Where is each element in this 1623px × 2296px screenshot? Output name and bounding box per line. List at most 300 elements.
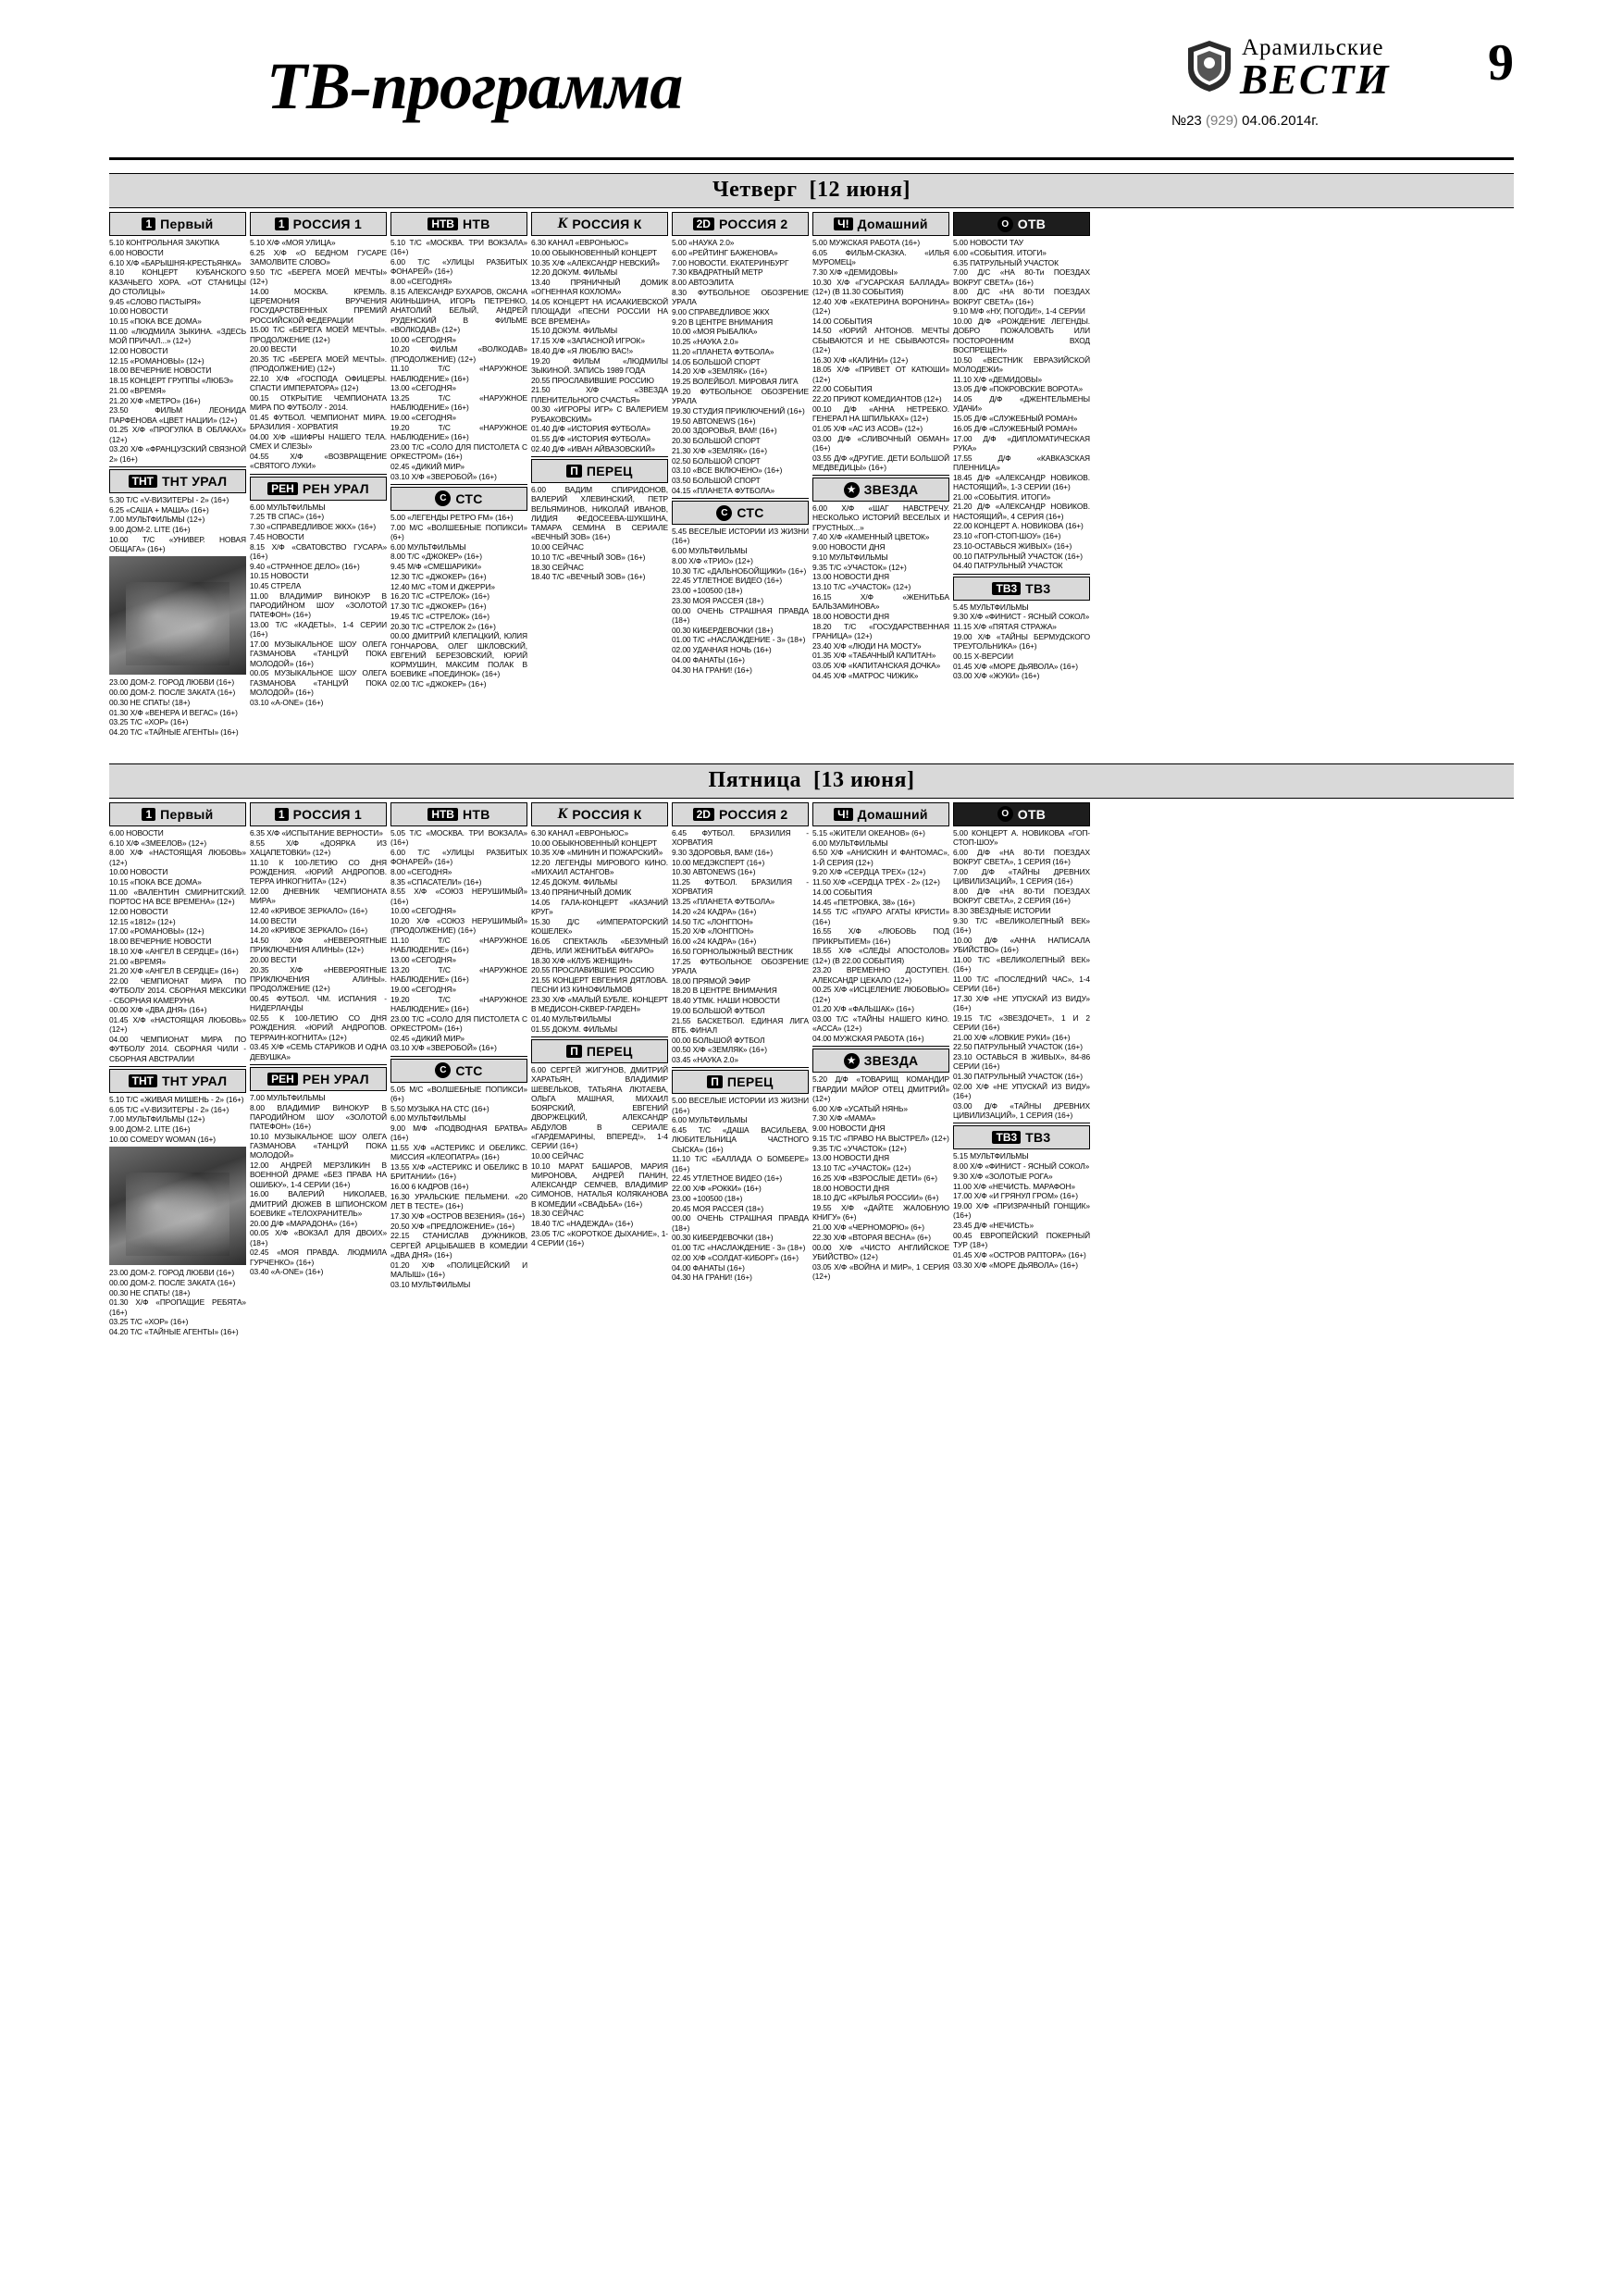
column-divider: [812, 475, 949, 476]
channel-header[interactable]: [109, 1069, 246, 1093]
column-divider: [953, 574, 1090, 575]
program-entry: 10.20 ФИЛЬМ «ВОЛКОДАВ» (ПРОДОЛЖЕНИЕ) (12+): [390, 344, 527, 364]
program-entry: 13.10 Т/С «УЧАСТОК» (12+): [812, 582, 911, 591]
program-list: [672, 527, 809, 675]
day-header-thursday: [109, 173, 1514, 208]
page-number: 9: [1488, 34, 1514, 92]
channel-column: [531, 802, 668, 1337]
program-entry: 16.05 Д/Ф «СЛУЖЕБНЫЙ РОМАН»: [953, 423, 1078, 433]
program-entry: 18.00 НОВОСТИ ДНЯ: [812, 1183, 889, 1193]
program-entry: 17.55 Д/Ф «КАВКАЗСКАЯ ПЛЕННИЦА»: [953, 453, 1090, 472]
program-entry: 5.50 МУЗЫКА НА СТС (16+): [390, 1103, 489, 1113]
program-entry: 12.15 «РОМАНОВЫ» (12+): [109, 355, 204, 366]
program-entry: 00.30 КИБЕРДЕВОЧКИ (18+): [672, 1233, 774, 1243]
program-entry: 04.00 ФАНАТЫ (16+): [672, 1262, 745, 1272]
program-entry: 17.30 Т/С «ДЖОКЕР» (16+): [390, 602, 487, 611]
program-entry: 12.40 «КРИВОЕ ЗЕРКАЛО» (16+): [250, 905, 368, 915]
program-entry: 02.45 «ДИКИЙ МИР»: [390, 1033, 465, 1043]
program-entry: 12.45 ДОКУМ. ФИЛЬМЫ: [531, 877, 618, 887]
program-entry: 9.00 ДОМ-2. LITE (16+): [109, 525, 191, 534]
program-entry: 13.25 Т/С «НАРУЖНОЕ НАБЛЮДЕНИЕ» (16+): [390, 393, 527, 413]
program-entry: 7.25 ТВ СПАС» (16+): [250, 512, 325, 522]
channel-column: [812, 212, 949, 738]
program-entry: 5.30 Т/С «V-ВИЗИТЕРЫ - 2» (16+): [109, 494, 229, 504]
channel-header[interactable]: [531, 459, 668, 483]
program-entry: 01.40 Д/Ф «ИСТОРИЯ ФУТБОЛА»: [531, 424, 650, 434]
program-entry: 22.00 ЧЕМПИОНАТ МИРА ПО ФУТБОЛУ 2014. СБОРНАЯ МЕКСИКИ - СБОРНАЯ КАМЕРУНА: [109, 976, 246, 1005]
channel-header[interactable]: [812, 1049, 949, 1073]
brand-line2: ВЕСТИ: [1240, 56, 1391, 103]
program-entry: 9.20 Х/Ф «СЕРДЦА ТРЕХ» (12+): [812, 867, 926, 877]
otv-logo: О: [997, 217, 1013, 232]
program-entry: 00.45 ЕВРОПЕЙСКИЙ ПОКЕРНЫЙ ТУР (18+): [953, 1230, 1090, 1249]
program-entry: 16.30 УРАЛЬСКИЕ ПЕЛЬМЕНИ. «20 ЛЕТ В ТЕСТЕ» (16+): [390, 1191, 527, 1210]
program-entry: 01.45 Х/Ф «НАСТОЯЩАЯ ЛЮБОВЬ» (12+): [109, 1015, 246, 1035]
channel-column: [390, 212, 527, 738]
sts-logo: С: [435, 1062, 451, 1078]
program-entry: 10.30 Т/С «ДАЛЬНОБОЙЩИКИ» (16+): [672, 565, 807, 576]
program-entry: 00.50 Х/Ф «ЗЕМЛЯК» (16+): [672, 1045, 767, 1055]
program-entry: 6.00 Х/Ф «ШАГ НАВСТРЕЧУ. НЕСКОЛЬКО ИСТОРИЙ ВЕСЕЛЫХ И ГРУСТНЫХ...»: [812, 503, 949, 532]
program-entry: 17.30 Х/Ф «НЕ УПУСКАЙ ИЗ ВИДУ» (16+): [953, 993, 1090, 1012]
program-entry: 13.20 Т/С «НАРУЖНОЕ НАБЛЮДЕНИЕ» (16+): [390, 964, 527, 984]
program-entry: 04.30 НА ГРАНИ! (16+): [672, 1272, 752, 1283]
program-entry: 16.55 Х/Ф «ЛЮБОВЬ ПОД ПРИКРЫТИЕМ» (16+): [812, 926, 949, 946]
program-entry: 10.00 Д/Ф «АННА НАПИСАЛА УБИЙСТВО» (16+): [953, 935, 1090, 954]
program-entry: 11.55 Х/Ф «АСТЕРИКС И ОБЕЛИКС. МИССИЯ «КЛЕОПАТРА» (16+): [390, 1143, 527, 1162]
program-entry: 23.00 Т/С «СОЛО ДЛЯ ПИСТОЛЕТА С ОРКЕСТРОМ» (16+): [390, 441, 527, 461]
program-entry: 20.00 ЗДОРОВЬЯ, ВАМ! (16+): [672, 426, 777, 436]
program-entry: 6.50 Х/Ф «АНИСКИН И ФАНТОМАС», 1-Й СЕРИЯ (12+): [812, 848, 949, 867]
program-entry: 17.15 Х/Ф «ЗАПАСНОЙ ИГРОК»: [531, 336, 645, 345]
program-entry: 9.00 НОВОСТИ ДНЯ: [812, 542, 886, 552]
channel-name: РОССИЯ 1: [292, 806, 363, 822]
program-entry: 23.50 ФИЛЬМ ЛЕОНИДА ПАРФЕНОВА «ЦВЕТ НАЦИИ» (12+): [109, 405, 246, 425]
program-list: [250, 503, 387, 707]
program-entry: 9.40 «СТРАННОЕ ДЕЛО» (16+): [250, 561, 360, 571]
program-list: [109, 1268, 246, 1336]
one-logo: 1: [142, 808, 155, 821]
program-entry: 17.00 Х/Ф «И ГРЯНУЛ ГРОМ» (16+): [953, 1191, 1078, 1201]
program-entry: 15.10 ДОКУМ. ФИЛЬМЫ: [531, 326, 618, 336]
program-entry: 7.00 НОВОСТИ. ЕКАТЕРИНБУРГ: [672, 257, 789, 267]
program-entry: 04.00 ФАНАТЫ (16+): [672, 654, 745, 664]
program-entry: 5.00 МУЖСКАЯ РАБОТА (16+): [812, 238, 921, 247]
program-entry: 19.20 ФУТБОЛЬНОЕ ОБОЗРЕНИЕ УРАЛА: [672, 386, 809, 405]
program-entry: 19.15 Т/С «ЗВЕЗДОЧЕТ», 1 И 2 СЕРИИ (16+): [953, 1012, 1090, 1032]
channel-name: НТВ: [462, 217, 490, 231]
program-entry: 21.55 БАСКЕТБОЛ. ЕДИНАЯ ЛИГА ВТБ. ФИНАЛ: [672, 1015, 809, 1035]
program-entry: 18.30 СЕЙЧАС: [531, 1209, 584, 1219]
channel-header[interactable]: [250, 212, 387, 236]
program-entry: 9.00 СПРАВЕДЛИВОЕ ЖКХ: [672, 306, 770, 316]
program-entry: 18.15 КОНЦЕРТ ГРУППЫ «ЛЮБЭ»: [109, 376, 234, 385]
program-entry: 01.55 Д/Ф «ИСТОРИЯ ФУТБОЛА»: [531, 434, 650, 443]
day-header-friday: [109, 763, 1514, 799]
program-entry: 9.00 НОВОСТИ ДНЯ: [812, 1123, 886, 1133]
program-entry: 9.10 МУЛЬТФИЛЬМЫ: [812, 552, 888, 562]
program-entry: 6.10 Х/Ф «ЗМЕЕЛОВ» (12+): [109, 838, 207, 848]
channel-name: РЕН УРАЛ: [302, 480, 369, 496]
program-entry: 22.00 Х/Ф «РОККИ» (16+): [672, 1184, 762, 1193]
channel-header[interactable]: [953, 802, 1090, 826]
program-entry: 11.10 Т/С «НАРУЖНОЕ НАБЛЮДЕНИЕ» (16+): [390, 364, 527, 383]
day-date: [12 июня]: [809, 178, 911, 202]
one-logo: 1: [142, 217, 155, 230]
program-entry: 14.50 Т/С «ЛОНГПОН»: [672, 916, 753, 926]
channel-name: Домашний: [857, 217, 928, 231]
column-divider: [390, 484, 527, 485]
program-entry: 9.00 М/Ф «ПОДВОДНАЯ БРАТВА» (16+): [390, 1123, 527, 1143]
program-entry: 6.00 Т/С «УЛИЦЫ РАЗБИТЫХ ФОНАРЕЙ» (16+): [390, 257, 527, 277]
program-entry: 21.20 Х/Ф «МЕТРО» (16+): [109, 395, 201, 405]
channel-header[interactable]: [531, 212, 668, 236]
program-entry: 00.25 Х/Ф «ИСЦЕЛЕНИЕ ЛЮБОВЬЮ» (12+): [812, 985, 949, 1004]
program-entry: 10.15 «ПОКА ВСЕ ДОМА»: [109, 877, 202, 887]
program-entry: 17.30 Х/Ф «ОСТРОВ ВЕЗЕНИЯ» (16+): [390, 1210, 526, 1221]
channel-header[interactable]: [250, 1067, 387, 1091]
program-entry: 9.35 Т/С «УЧАСТОК» (12+): [812, 1143, 907, 1153]
channel-name: Первый: [160, 806, 214, 822]
program-entry: 21.00 Х/Ф «ЛОВКИЕ РУКИ» (16+): [953, 1032, 1071, 1042]
program-entry: 13.10 Т/С «УЧАСТОК» (12+): [812, 1163, 911, 1173]
program-list: [390, 828, 527, 1053]
masthead: [109, 0, 1514, 160]
program-entry: 14.00 МОСКВА. КРЕМЛЬ. ЦЕРЕМОНИЯ ВРУЧЕНИЯ ГОСУДАРСТВЕННЫХ ПРЕМИЙ РОССИЙСКОЙ ФЕДЕРАЦИИ: [250, 286, 387, 325]
program-entry: 13.25 «ПЛАНЕТА ФУТБОЛА»: [672, 897, 775, 906]
zvezda-logo: ★: [844, 482, 860, 498]
program-entry: 21.55 КОНЦЕРТ ЕВГЕНИЯ ДЯТЛОВА. ПЕСНИ ИЗ КИНОФИЛЬМОВ: [531, 975, 668, 995]
program-entry: 9.35 Т/С «УЧАСТОК» (12+): [812, 562, 907, 572]
channel-name: НТВ: [462, 806, 490, 822]
program-entry: 20.00 ВЕСТИ: [250, 955, 297, 964]
channel-name: РОССИЯ К: [572, 806, 642, 822]
channel-name: ПЕРЕЦ: [586, 1044, 633, 1059]
program-entry: 10.30 АВТОNEWS (16+): [672, 867, 756, 877]
program-entry: 22.45 УТЛЕТНОЕ ВИДЕО (16+): [672, 1173, 783, 1184]
channel-header[interactable]: [812, 478, 949, 502]
program-entry: 16.15 Х/Ф «ЖЕНИТЬБА БАЛЬЗАМИНОВА»: [812, 591, 949, 611]
program-entry: 01.35 Х/Ф «ТАБАЧНЫЙ КАПИТАН»: [812, 651, 936, 661]
program-entry: 20.00 Д/Ф «МАРАДОНА» (16+): [250, 1218, 358, 1228]
brand-line1: Арамильские: [1242, 35, 1384, 60]
channel-header[interactable]: [672, 802, 809, 826]
program-entry: 00.30 КИБЕРДЕВОЧКИ (18+): [672, 625, 774, 635]
program-entry: 02.00 Х/Ф «СОЛДАТ-КИБОРГ» (16+): [672, 1252, 799, 1262]
program-entry: 5.15 «ЖИТЕЛИ ОКЕАНОВ» (6+): [812, 827, 925, 838]
channel-column: [672, 212, 809, 738]
program-entry: 10.25 «НАУКА 2.0»: [672, 337, 738, 346]
program-entry: 10.00 ОБЫКНОВЕННЫЙ КОНЦЕРТ: [531, 247, 658, 257]
program-entry: 10.00 «МОЯ РЫБАЛКА»: [672, 327, 758, 337]
program-entry: 8.30 ФУТБОЛЬНОЕ ОБОЗРЕНИЕ УРАЛА: [672, 287, 809, 306]
program-entry: 19.25 ВОЛЕЙБОЛ. МИРОВАЯ ЛИГА: [672, 377, 799, 386]
program-entry: 15.05 Д/Ф «СЛУЖЕБНЫЙ РОМАН»: [953, 414, 1078, 423]
program-entry: 11.10 Х/Ф «ДЕМИДОВЫ»: [953, 374, 1043, 384]
program-entry: 6.45 ФУТБОЛ. БРАЗИЛИЯ - ХОРВАТИЯ: [672, 827, 809, 847]
program-entry: 01.20 Х/Ф «ФАЛЬШАК» (16+): [812, 1004, 914, 1014]
program-entry: 10.00 «СЕГОДНЯ»: [390, 906, 456, 916]
channel-column: [953, 802, 1090, 1337]
program-entry: 7.40 Х/Ф «КАМЕННЫЙ ЦВЕТОК»: [812, 532, 930, 542]
channel-header[interactable]: [672, 501, 809, 525]
program-entry: 01.30 Х/Ф «ВЕНЕРА И ВЕГАС» (16+): [109, 707, 238, 717]
program-entry: 9.20 В ЦЕНТРЕ ВНИМАНИЯ: [672, 316, 774, 327]
program-list: [109, 495, 246, 554]
program-entry: 16.05 СПЕКТАКЛЬ «БЕЗУМНЫЙ ДЕНЬ, ИЛИ ЖЕНИТЬБА ФИГАРО»: [531, 936, 668, 955]
program-list: [531, 485, 668, 582]
program-entry: 15.20 Х/Ф «ЛОНГПОН»: [672, 926, 754, 937]
program-entry: 03.30 Х/Ф «МОРЕ ДЬЯВОЛА» (16+): [953, 1260, 1078, 1270]
program-entry: 23.00 +100500 (18+): [672, 586, 743, 595]
program-list: [390, 513, 527, 689]
program-entry: 7.00 Д/Ф «ТАЙНЫ ДРЕВНИХ ЦИВИЛИЗАЦИЙ», 1 СЕРИЯ (16+): [953, 866, 1090, 886]
channel-name: ПЕРЕЦ: [586, 464, 633, 478]
channel-name: РОССИЯ 1: [292, 217, 363, 231]
ren-tv-logo: РЕН: [267, 482, 298, 495]
program-entry: 18.40 УТМК. НАШИ НОВОСТИ: [672, 996, 780, 1005]
program-entry: 6.25 «САША + МАША» (16+): [109, 504, 209, 515]
program-entry: 12.00 ДНЕВНИК ЧЕМПИОНАТА МИРА»: [250, 886, 387, 905]
program-entry: 11.00 Х/Ф «НЕЧИСТЬ. МАРАФОН»: [953, 1181, 1075, 1191]
program-list: [390, 238, 527, 481]
program-entry: 5.10 КОНТРОЛЬНАЯ ЗАКУПКА: [109, 238, 219, 247]
program-entry: 23.10 «ГОП-СТОП-ШОУ» (16+): [953, 531, 1061, 540]
zvezda-logo: ★: [844, 1053, 860, 1069]
program-entry: 01.00 Т/С «НАСЛАЖДЕНИЕ - 3» (18+): [672, 635, 806, 645]
column-divider: [109, 466, 246, 467]
rossiya-1-logo: 1: [275, 217, 289, 230]
program-entry: 8.00 Х/Ф «НАСТОЯЩАЯ ЛЮБОВЬ» (12+): [109, 848, 246, 867]
issue-info: [1171, 113, 1447, 129]
program-entry: 18.00 ВЕЧЕРНИЕ НОВОСТИ: [109, 366, 212, 376]
program-entry: 10.00 СЕЙЧАС: [531, 542, 584, 552]
channel-header[interactable]: [390, 802, 527, 826]
channel-header[interactable]: [531, 802, 668, 826]
program-entry: 00.10 ПАТРУЛЬНЫЙ УЧАСТОК (16+): [953, 551, 1083, 561]
channel-header[interactable]: [672, 1070, 809, 1094]
program-entry: 6.00 «СОБЫТИЯ. ИТОГИ»: [953, 247, 1047, 257]
rossiya-k-logo: К: [557, 805, 568, 822]
program-entry: 10.00 НОВОСТИ: [109, 867, 168, 877]
channel-header[interactable]: [953, 1125, 1090, 1149]
program-entry: 8.35 «СПАСАТЕЛИ» (16+): [390, 876, 482, 887]
channel-header[interactable]: [672, 212, 809, 236]
channel-name: Домашний: [857, 806, 928, 822]
program-entry: 5.00 «НАУКА 2.0»: [672, 238, 735, 247]
program-entry: 10.00 МЕДЭКСПЕРТ (16+): [672, 857, 765, 867]
sts-logo: С: [435, 490, 451, 506]
rossiya-2-logo: 2D: [693, 217, 714, 230]
program-entry: 01.30 Х/Ф «ПРОПАЩИЕ РЕБЯТА» (16+): [109, 1297, 246, 1317]
program-entry: 22.20 ПРИЮТ КОМЕДИАНТОВ (12+): [812, 394, 942, 403]
program-list: [531, 828, 668, 1034]
program-entry: 01.25 Х/Ф «ПРОГУЛКА В ОБЛАКАХ» (12+): [109, 425, 246, 444]
program-entry: 13.05 Д/Ф «ПОКРОВСКИЕ ВОРОТА»: [953, 384, 1084, 394]
program-entry: 04.45 Х/Ф «МАТРОС ЧИЖИК»: [812, 670, 919, 680]
program-entry: 12.20 ДОКУМ. ФИЛЬМЫ: [531, 267, 618, 278]
channel-header[interactable]: [109, 802, 246, 826]
column-divider: [812, 1046, 949, 1047]
program-entry: 8.30 ЗВЁЗДНЫЕ ИСТОРИИ: [953, 905, 1051, 915]
program-entry: 8.55 Х/Ф «ДОЯРКА ИЗ ХАЦАПЕТОВКИ» (12+): [250, 838, 387, 857]
program-entry: 19.50 АВТОNEWS (16+): [672, 416, 756, 426]
program-entry: 10.15 «ПОКА ВСЕ ДОМА»: [109, 316, 202, 326]
program-entry: 00.00 ДОМ-2. ПОСЛЕ ЗАКАТА (16+): [109, 688, 236, 697]
program-entry: 9.30 Т/С «ВЕЛИКОЛЕПНЫЙ ВЕК» (16+): [953, 915, 1090, 935]
program-entry: 6.00 МУЛЬТФИЛЬМЫ: [672, 546, 748, 555]
program-entry: 5.05 М/С «ВОЛШЕБНЫЕ ПОПИКСИ» (6+): [390, 1084, 527, 1103]
program-entry: 18.30 Х/Ф «КЛУБ ЖЕНЩИН»: [531, 955, 633, 965]
program-entry: 02.40 Д/Ф «ИВАН АЙВАЗОВСКИЙ»: [531, 443, 655, 453]
program-entry: 9.45 М/Ф «СМЕШАРИКИ»: [390, 562, 482, 571]
program-list: [250, 828, 387, 1061]
program-entry: 19.00 «СЕГОДНЯ»: [390, 413, 456, 422]
program-entry: 03.00 Т/С «ТАЙНЫ НАШЕГО КИНО. «АССА» (12+): [812, 1014, 949, 1034]
channel-header[interactable]: [531, 1039, 668, 1063]
program-entry: 00.00 ДОМ-2. ПОСЛЕ ЗАКАТА (16+): [109, 1277, 236, 1287]
program-entry: 03.10 «ВСЕ ВКЛЮЧЕНО» (16+): [672, 465, 783, 476]
channel-column: [250, 212, 387, 738]
channel-header[interactable]: [109, 469, 246, 493]
program-entry: 01.00 Т/С «НАСЛАЖДЕНИЕ - 3» (18+): [672, 1243, 806, 1252]
channel-header[interactable]: [953, 212, 1090, 236]
program-entry: 18.00 ВЕЧЕРНИЕ НОВОСТИ: [109, 937, 212, 946]
perec-logo: П: [707, 1075, 723, 1088]
program-entry: 18.05 Х/Ф «ПРИВЕТ ОТ КАТЮШИ» (12+): [812, 365, 949, 384]
program-entry: 13.00 «СЕГОДНЯ»: [390, 955, 456, 964]
program-entry: 00.00 ОЧЕНЬ СТРАШНАЯ ПРАВДА (18+): [672, 605, 809, 625]
program-entry: 20.55 ПРОСЛАВИВШИЕ РОССИЮ: [531, 965, 654, 975]
program-entry: 10.50 «ВЕСТНИК ЕВРАЗИЙСКОЙ МОЛОДЕЖИ»: [953, 354, 1090, 374]
channel-header[interactable]: [812, 802, 949, 826]
program-entry: 13.40 ПРЯНИЧНЫЙ ДОМИК «ОГНЕННАЯ КОХЛОМА»: [531, 278, 668, 297]
program-entry: 20.30 БОЛЬШОЙ СПОРТ: [672, 436, 761, 445]
channel-header[interactable]: [812, 212, 949, 236]
channel-column: [672, 802, 809, 1337]
channel-column: [390, 802, 527, 1337]
channel-header[interactable]: [250, 477, 387, 501]
program-entry: 01.20 Х/Ф «ПОЛИЦЕЙСКИЙ И МАЛЫШ» (16+): [390, 1260, 527, 1279]
program-entry: 20.00 ВЕСТИ: [250, 344, 297, 354]
program-entry: 5.00 ВЕСЕЛЫЕ ИСТОРИИ ИЗ ЖИЗНИ (16+): [672, 1096, 809, 1115]
channel-name: РОССИЯ 2: [718, 217, 788, 231]
program-entry: 13.00 Т/С «КАДЕТЫ», 1-4 СЕРИИ (16+): [250, 620, 387, 639]
program-entry: 00.30 НЕ СПАТЬ! (18+): [109, 697, 191, 707]
program-entry: 11.00 «ВАЛЕНТИН СМИРНИТСКИЙ. ПОРТОС НА ВСЕ ВРЕМЕНА» (12+): [109, 887, 246, 906]
program-entry: 6.00 ВАДИМ СПИРИДОНОВ, ВАЛЕРИЙ ХЛЕВИНСКИЙ, ПЕТР ВЕЛЬЯМИНОВ, НИКОЛАЙ ИВАНОВ, ЛИДИЯ ФЕДОСЕЕВА-ШУКШИНА, ТАМАРА СЕМИНА В СЕРИАЛЕ «ВЕЧНЫЙ ЗОВ» (16+): [531, 485, 668, 542]
program-entry: 20.30 Т/С «СТРЕЛОК 2» (16+): [390, 621, 496, 631]
tnt-logo: ТНТ: [129, 1074, 157, 1087]
channel-name: РОССИЯ К: [572, 217, 642, 231]
program-entry: 6.00 «РЕЙТИНГ БАЖЕНОВА»: [672, 247, 778, 257]
program-entry: 23.20 ВРЕМЕННО ДОСТУПЕН. АЛЕКСАНДР ЦЕКАЛО (12+): [812, 965, 949, 985]
program-list: [953, 602, 1090, 681]
program-entry: 01.45 Х/Ф «ОСТРОВ РАПТОРА» (16+): [953, 1249, 1086, 1260]
program-entry: 9.30 Х/Ф «ФИНИСТ - ЯСНЫЙ СОКОЛ»: [953, 612, 1090, 622]
program-entry: 00.00 Х/Ф «ДВА ДНЯ» (16+): [109, 1005, 207, 1015]
program-entry: 12.40 Х/Ф «ЕКАТЕРИНА ВОРОНИНА» (12+): [812, 296, 949, 316]
program-photo: [109, 1147, 246, 1265]
program-entry: 21.00 «ВРЕМЯ»: [109, 385, 167, 395]
program-entry: 14.05 БОЛЬШОЙ СПОРТ: [672, 356, 761, 366]
program-entry: 21.30 Х/Ф «ЗЕМЛЯК» (16+): [672, 445, 767, 455]
program-entry: 10.00 НОВОСТИ: [109, 306, 168, 316]
program-entry: 19.45 Т/С «СТРЕЛОК» (16+): [390, 611, 489, 621]
program-entry: 11.00 «ЛЮДМИЛА ЗЫКИНА. «ЗДЕСЬ МОЙ ПРИЧАЛ...» (12+): [109, 326, 246, 345]
channel-name: РЕН УРАЛ: [302, 1071, 369, 1086]
program-entry: 7.00 МУЛЬТФИЛЬМЫ (12+): [109, 515, 205, 525]
program-entry: 02.50 БОЛЬШОЙ СПОРТ: [672, 455, 761, 465]
program-entry: 04.30 НА ГРАНИ! (16+): [672, 664, 752, 675]
program-list: [109, 238, 246, 464]
program-entry: 7.30 Х/Ф «ДЕМИДОВЫ»: [812, 267, 898, 277]
program-entry: 03.20 Х/Ф «ФРАНЦУЗСКИЙ СВЯЗНОЙ 2» (16+): [109, 444, 246, 464]
program-entry: 03.05 Х/Ф «ВОЙНА И МИР», 1 СЕРИЯ (12+): [812, 1261, 949, 1281]
program-list: [390, 1085, 527, 1289]
section-gap: [0, 738, 1623, 751]
perec-logo: П: [566, 465, 582, 478]
channel-header[interactable]: [953, 577, 1090, 601]
program-entry: 22.15 СТАНИСЛАВ ДУЖНИКОВ, СЕРГЕЙ АРЦЫБАШЕВ В КОМЕДИИ «ДВА ДНЯ» (16+): [390, 1231, 527, 1260]
channel-header[interactable]: [390, 1059, 527, 1083]
channel-header[interactable]: [109, 212, 246, 236]
program-entry: 11.00 ВЛАДИМИР ВИНОКУР В ПАРОДИЙНОМ ШОУ «ЗОЛОТОЙ ПАТЕФОН» (16+): [250, 590, 387, 620]
program-list: [672, 238, 809, 495]
program-entry: 6.05 ФИЛЬМ-СКАЗКА. «ИЛЬЯ МУРОМЕЦ»: [812, 247, 949, 267]
program-entry: 23.45 Д/Ф «НЕЧИСТЬ»: [953, 1221, 1035, 1230]
program-entry: 00.30 «ИГРОРЫ ИГР» С ВАЛЕРИЕМ РУБАКОВСКИМ»: [531, 404, 668, 424]
program-entry: 18.10 Д/С «КРЫЛЬЯ РОССИИ» (6+): [812, 1193, 939, 1203]
domashniy-logo: Ч!: [834, 217, 852, 230]
program-entry: 03.10 Х/Ф «ЗВЕРОБОЙ» (16+): [390, 1043, 497, 1053]
channel-header[interactable]: [390, 212, 527, 236]
program-entry: 9.30 ЗДОРОВЬЯ, ВАМ! (16+): [672, 847, 774, 857]
column-divider: [672, 498, 809, 499]
program-entry: 9.45 «СЛОВО ПАСТЫРЯ»: [109, 296, 202, 306]
channel-header[interactable]: [390, 487, 527, 511]
program-entry: 5.05 Т/С «МОСКВА. ТРИ ВОКЗАЛА» (16+): [390, 827, 527, 847]
program-entry: 00.05 МУЗЫКАЛЬНОЕ ШОУ ОЛЕГА ГАЗМАНОВА «ТАНЦУЙ ПОКА МОЛОДОЙ» (16+): [250, 668, 387, 697]
program-entry: 6.00 Х/Ф «УСАТЫЙ НЯНЬ»: [812, 1103, 908, 1113]
program-entry: 10.00 Д/Ф «РОЖДЕНИЕ ЛЕГЕНДЫ. ДОБРО ПОЖАЛОВАТЬ ИЛИ ПОСТОРОННИМ ВХОД ВОСПРЕЩЕН»: [953, 316, 1090, 354]
program-entry: 18.00 ПРЯМОЙ ЭФИР: [672, 975, 750, 986]
channel-name: СТС: [455, 1062, 483, 1078]
program-entry: 19.00 «СЕГОДНЯ»: [390, 984, 456, 994]
column-divider: [531, 1036, 668, 1037]
program-entry: 6.10 Х/Ф «БАРЫШНЯ-КРЕСТЬЯНКА»: [109, 257, 242, 267]
program-entry: 23.30 Х/Ф «МАЛЫЙ БУБЛЕ. КОНЦЕРТ В МЕДИСОН-СКВЕР-ГАРДЕН»: [531, 995, 668, 1014]
program-entry: 00.05 Х/Ф «ВОКЗАЛ ДЛЯ ДВОИХ» (18+): [250, 1228, 387, 1247]
program-entry: 19.00 Х/Ф «ПРИЗРАЧНЫЙ ГОНЩИК» (16+): [953, 1201, 1090, 1221]
program-entry: 10.45 СТРЕЛА: [250, 581, 302, 590]
program-entry: 03.00 Д/Ф «СЛИВОЧНЫЙ ОБМАН» (16+): [812, 433, 949, 453]
tv3-logo: ТВ3: [992, 582, 1021, 595]
program-entry: 5.45 МУЛЬТФИЛЬМЫ: [953, 602, 1029, 612]
program-entry: 22.45 УТЛЕТНОЕ ВИДЕО (16+): [672, 576, 783, 586]
program-entry: 7.30 КВАДРАТНЫЙ МЕТР: [672, 267, 763, 278]
program-entry: 7.30 Х/Ф «МАМА»: [812, 1113, 876, 1123]
program-list: [953, 828, 1090, 1121]
issue-date: 04.06.2014г.: [1242, 113, 1319, 129]
program-entry: 20.35 Х/Ф «НЕВЕРОЯТНЫЕ ПРИКЛЮЧЕНИЯ АЛИНЫ». ПРОДОЛЖЕНИЕ (12+): [250, 964, 387, 994]
program-entry: 22.10 Х/Ф «ГОСПОДА ОФИЦЕРЫ. СПАСТИ ИМПЕРАТОРА» (12+): [250, 374, 387, 393]
program-entry: 6.00 СЕРГЕЙ ЖИГУНОВ, ДМИТРИЙ ХАРАТЬЯН, ВЛАДИМИР ШЕВЕЛЬКОВ, ТАТЬЯНА ЛЮТАЕВА, ОЛЬГА МАШНАЯ, МИХАИЛ БОЯРСКИЙ, ЕВГЕНИЙ ДВОРЖЕЦКИЙ, АЛЕКСАНДР АБДУЛОВ В СЕРИАЛЕ «ГАРДЕМАРИНЫ, ВПЕРЕД!», 1-4 СЕРИИ (16+): [531, 1065, 668, 1150]
program-entry: 12.40 М/С «ТОМ И ДЖЕРРИ»: [390, 581, 495, 591]
program-entry: 16.50 ГОРНОЛЫЖНЫЙ ВЕСТНИК: [672, 946, 793, 956]
day-label: Пятница: [708, 767, 801, 792]
channel-header[interactable]: [250, 802, 387, 826]
